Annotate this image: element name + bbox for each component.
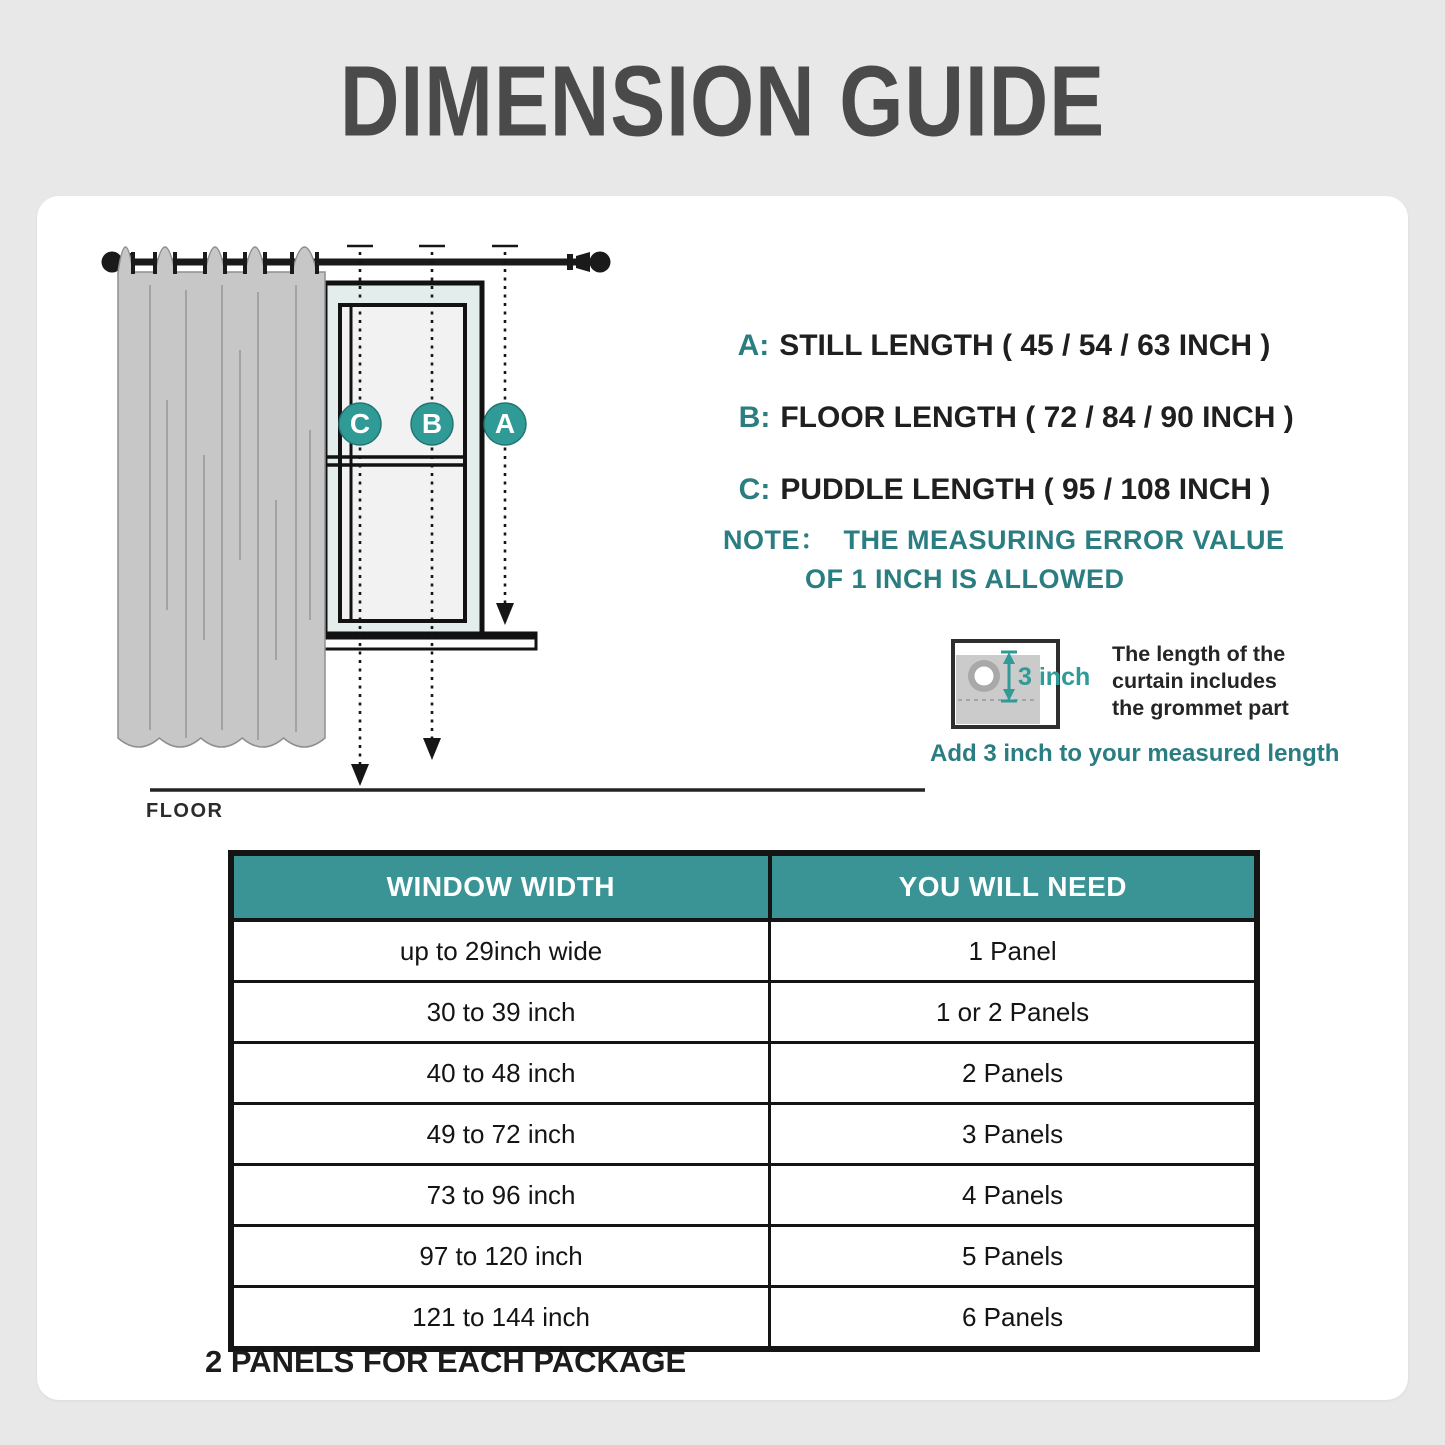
grommet-note-line-2: curtain includes [1112,669,1277,693]
page-title: DIMENSION GUIDE [339,45,1106,158]
legend-line-b [722,364,1294,436]
table-header-row [231,853,1257,920]
table-row [231,1043,1257,1104]
legend-prefix-b: B: [738,401,771,434]
table-cell-panels: 5 Panels [770,1226,1257,1287]
legend-prefix-a: A: [737,329,770,362]
panel-sizing-table [228,850,1260,1352]
table-row [231,1104,1257,1165]
note-line-1: NOTE： THE MEASURING ERROR VALUE [723,525,1285,555]
rod-finial-right [590,252,611,273]
floor-label: FLOOR [146,800,224,822]
table-cell-width: 73 to 96 inch [231,1165,770,1226]
table-cell-width: 30 to 39 inch [231,982,770,1043]
table-cell-panels: 6 Panels [770,1287,1257,1350]
curtain-rod [102,252,611,273]
marker-label-a: A [494,408,516,439]
grommet-note-line-1: The length of the [1112,642,1286,666]
table-row [231,920,1257,982]
table-row [231,1165,1257,1226]
table-cell-panels: 4 Panels [770,1165,1257,1226]
table-cell-panels: 1 or 2 Panels [770,982,1257,1043]
table-row [231,982,1257,1043]
table-cell-width: 97 to 120 inch [231,1226,770,1287]
table-cell-width: 40 to 48 inch [231,1043,770,1104]
window-illustration [305,283,536,649]
marker-label-b: B [421,408,443,439]
grommet-note-line-3: the grommet part [1112,696,1289,720]
legend-text-a: STILL LENGTH ( 45 / 54 / 63 INCH ) [779,329,1271,362]
package-note: 2 PANELS FOR EACH PACKAGE [205,1344,687,1379]
legend-prefix-c: C: [738,473,771,506]
note-line-2: OF 1 INCH IS ALLOWED [805,564,1125,594]
table-cell-width: 121 to 144 inch [231,1287,770,1350]
header-window-width: WINDOW WIDTH [231,853,770,920]
table-cell-panels: 2 Panels [770,1043,1257,1104]
header-you-will-need: YOU WILL NEED [770,853,1257,920]
table-cell-width: up to 29inch wide [231,920,770,982]
table-cell-panels: 1 Panel [770,920,1257,982]
table-cell-panels: 3 Panels [770,1104,1257,1165]
legend-text-b: FLOOR LENGTH ( 72 / 84 / 90 INCH ) [780,401,1294,434]
grommet-measure-label: 3 inch [1018,663,1091,691]
table-row [231,1287,1257,1350]
legend-line-a [722,292,1270,364]
table-cell-width: 49 to 72 inch [231,1104,770,1165]
grommet-add-note: Add 3 inch to your measured length [930,740,1340,767]
marker-label-c: C [349,408,371,439]
legend-line-c [722,436,1270,508]
curtain-illustration [118,247,325,747]
table-row [231,1226,1257,1287]
legend-text-c: PUDDLE LENGTH ( 95 / 108 INCH ) [780,473,1271,506]
